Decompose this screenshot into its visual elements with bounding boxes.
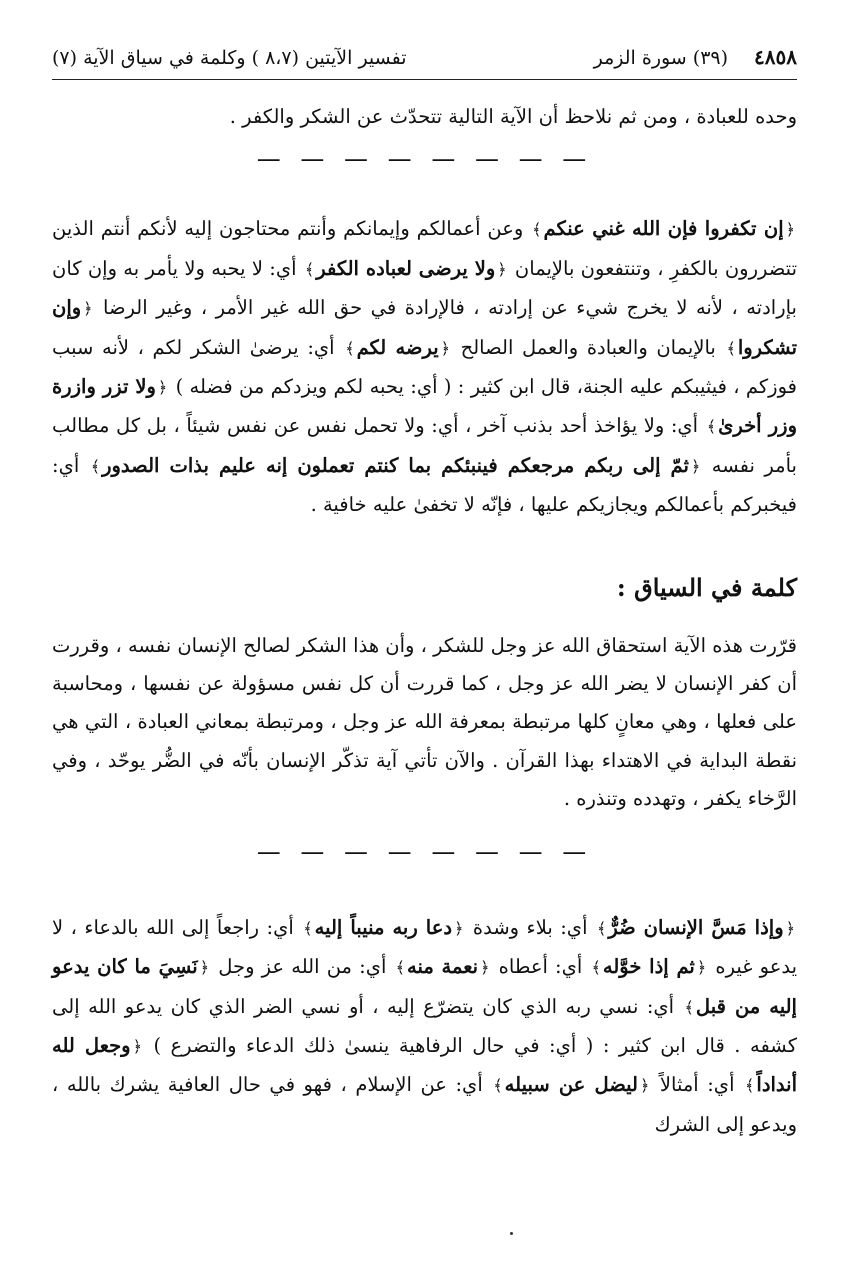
quran-span: ﴿ثم إذا خوَّله﴾ — [591, 955, 707, 979]
quran-span: ﴿ولا تزر وازرة وزر أخرىٰ﴾ — [52, 375, 797, 438]
commentary-text: أي: بلاء وشدة — [465, 915, 595, 939]
ornate-bracket-close: ﴾ — [303, 918, 313, 938]
ornate-bracket-close: ﴾ — [345, 338, 355, 358]
intro-line: وحده للعبادة ، ومن ثم نلاحظ أن الآية التالية تتحدّث عن الشكر والكفر . — [229, 105, 797, 128]
ornate-bracket-close: ﴾ — [745, 1076, 755, 1096]
quran-span: ﴿إن تكفروا فإن الله غني عنكم﴾ — [532, 217, 795, 241]
surah-title: (٣٩) سورة الزمر — [593, 47, 729, 69]
ornate-bracket-open: ﴿ — [157, 378, 168, 398]
ornate-bracket-open: ﴿ — [440, 338, 451, 358]
context-paragraph: قرّرت هذه الآية استحقاق الله عز وجل للشكر ، وأن هذا الشكر لصالح الإنسان نفسه ، وقررت أن كفر الإنسان لا يضر الله عز وجل ، كما قررت أن كل نفس مسؤولة عن نفسها ، ومحاسبة على فعلها ، وهي معانٍ كلها مرتبطة بمعرفة الله عز وجل ، ومرتبطة بمعاني العبادة ، التي هي نقطة البداية في الاهتداء بهذا القرآن . والآن تأتي آية تذكّر الإنسان بأنّه في الضُّر يوحّد ، وفي الرَّخاء يكفر ، وتهدده وتنذره . — [52, 633, 797, 811]
header-right-group — [594, 40, 797, 75]
page-footer-dot — [510, 1232, 513, 1235]
quran-span: ﴿يرضه لكم﴾ — [345, 335, 451, 359]
ornate-bracket-close: ﴾ — [90, 456, 101, 476]
quran-span: ﴿وإن تشكروا﴾ — [52, 296, 797, 359]
running-header — [52, 40, 797, 80]
commentary-text: أي: لا يحبه ولا يأمر به وإن كان بإرادته ، لأنه لا يخرج شيء عن إرادته ، فالإرادة في حق الله غير الأمر ، وغير الرضا — [52, 256, 797, 320]
quran-span: ﴿وإذا مَسَّ الإنسان ضُرٌّ﴾ — [596, 915, 795, 939]
commentary-text: أي: يرضىٰ الشكر لكم ، لأنه سبب فوزكم ، فيثيبكم عليه الجنة، قال ابن كثير : ( أي: يحبه لكم ويزدكم من فضله ) — [52, 335, 797, 399]
ornate-bracket-close: ﴾ — [726, 338, 736, 358]
section-separator: — — — — — — — — — [256, 145, 593, 174]
ornate-bracket-close: ﴾ — [706, 417, 717, 437]
ornate-bracket-open: ﴿ — [132, 1036, 142, 1056]
ornate-bracket-open: ﴿ — [497, 259, 507, 279]
commentary-text: أي: نسي ربه الذي كان يتضرّع إليه ، أو نسي الضر الذي كان يدعو الله إلى كشفه . قال ابن كثير : ( أي: في حال الرفاهية ينسىٰ ذلك الدعاء والتضرع ) — [52, 994, 797, 1057]
quran-span: ﴿وجعل لله أنداداً﴾ — [52, 1033, 798, 1097]
ornate-bracket-close: ﴾ — [684, 997, 694, 1017]
header-topic: تفسير الآيتين (٨،٧ ) وكلمة في سياق الآية (٧) — [52, 47, 407, 69]
page-number: ٤٨٥٨ — [754, 45, 797, 69]
commentary-text: أي: من الله عز وجل — [211, 955, 394, 979]
ornate-bracket-close: ﴾ — [304, 259, 315, 279]
tafsir-paragraph-2 — [52, 909, 797, 1144]
tafsir-paragraph-1 — [52, 210, 797, 524]
commentary-text: أي: راجعاً إلى الله بالدعاء ، لا يدعو غيره — [52, 915, 798, 979]
commentary-text: أي: أمثالاً — [651, 1073, 744, 1097]
ornate-bracket-open: ﴿ — [785, 918, 795, 938]
quran-span: ﴿نعمة منه﴾ — [395, 955, 490, 979]
commentary-text: أي: عن الإسلام ، فهو في حال العافية يشرك بالله ، ويدعو إلى الشرك — [52, 1073, 797, 1136]
ornate-bracket-open: ﴿ — [480, 958, 490, 978]
ornate-bracket-close: ﴾ — [493, 1076, 503, 1096]
commentary-text: أي: فيخبركم بأعمالكم ويجازيكم عليها ، فإنّه لا تخفىٰ عليه خافية . — [52, 453, 797, 517]
commentary-text: وعن أعمالكم وإيمانكم وأنتم محتاجون إليه لأنكم أنتم الذين تتضررون بالكفرِ ، وتنتفعون بالإيمان — [52, 217, 797, 280]
quran-span: ﴿نَسِيَ ما كان يدعو إليه من قبل﴾ — [52, 955, 797, 1018]
commentary-text: أي: أعطاه — [491, 955, 590, 979]
ornate-bracket-close: ﴾ — [532, 220, 542, 240]
quran-span: ﴿دعا ربه منيباً إليه﴾ — [303, 915, 464, 939]
quran-span: ﴿ليضل عن سبيله﴾ — [493, 1073, 650, 1097]
ornate-bracket-open: ﴿ — [785, 220, 795, 240]
quran-span: ﴿ثمّ إلى ربكم مرجعكم فينبئكم بما كنتم تعملون إنه عليم بذات الصدور﴾ — [90, 453, 701, 477]
ornate-bracket-open: ﴿ — [696, 958, 707, 978]
quran-span: ﴿ولا يرضى لعباده الكفر﴾ — [304, 256, 507, 280]
ornate-bracket-open: ﴿ — [639, 1076, 650, 1096]
ornate-bracket-close: ﴾ — [596, 918, 607, 938]
ornate-bracket-close: ﴾ — [395, 958, 405, 978]
ornate-bracket-open: ﴿ — [690, 456, 701, 476]
ornate-bracket-open: ﴿ — [454, 918, 464, 938]
commentary-text: بالإيمان والعبادة والعمل الصالح — [452, 335, 725, 359]
ornate-bracket-open: ﴿ — [199, 958, 210, 978]
commentary-text: أي: ولا يؤاخذ أحد بذنب آخر ، أي: ولا تحمل نفس عن نفس شيئاً ، بل كل مطالب بأمر نفسه — [52, 414, 797, 477]
section-heading: كلمة في السياق : — [616, 572, 797, 602]
ornate-bracket-close: ﴾ — [591, 958, 601, 978]
book-page — [52, 40, 797, 1144]
section-separator: — — — — — — — — — [256, 837, 593, 866]
ornate-bracket-open: ﴿ — [83, 299, 93, 319]
